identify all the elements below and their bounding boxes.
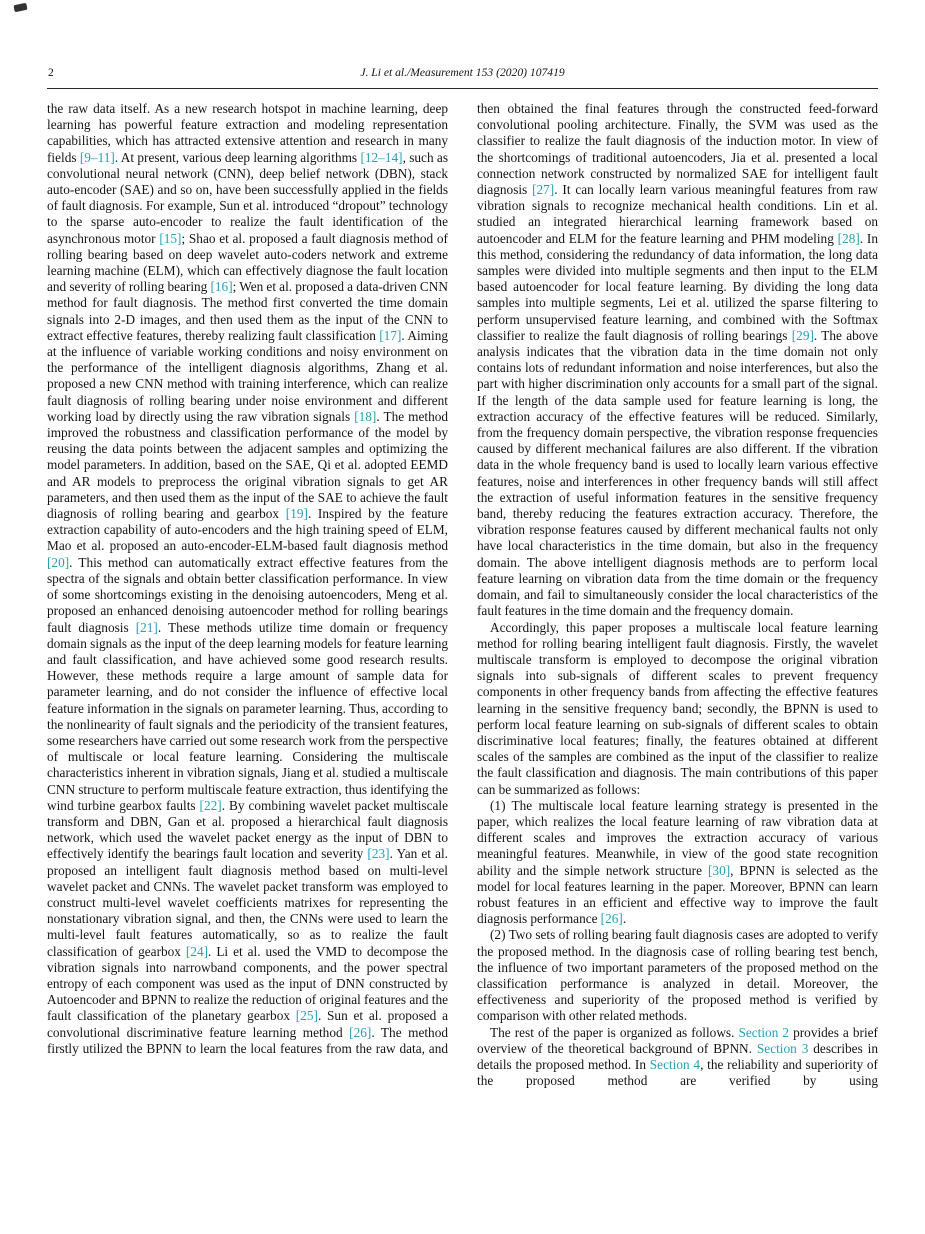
paragraph xyxy=(477,798,878,928)
text-run: describes in details the proposed method. In xyxy=(477,1040,878,1072)
citation-link[interactable]: [15] xyxy=(159,230,182,246)
citation-link[interactable]: Section 2 xyxy=(738,1024,790,1040)
citation-link[interactable]: [24] xyxy=(185,943,209,959)
citation-link[interactable]: [25] xyxy=(295,1008,318,1024)
text-run: . It can locally learn various meaningful features from raw vibration signals to recognize mechanical health conditions. Lin et al. studied an integrated hierarchical learning framework based on autoencoder and ELM for the feature learning and PHM modeling xyxy=(477,182,878,246)
citation-link[interactable]: [20] xyxy=(47,554,70,570)
text-run: . Li et al. used the VMD to decompose the vibration signals into narrowband components, and the power spectral entropy of each component was used as the input of DNN constructed by Autoencoder and BPNN to realize the reduction of original features and the fault classification of the planetary gearbox xyxy=(47,943,448,1024)
text-run: . Sun et al. proposed a convolutional discriminative feature learning method xyxy=(47,1008,448,1040)
citation-link[interactable]: [22] xyxy=(199,797,222,813)
citation-link[interactable]: [23] xyxy=(367,846,390,862)
left-column xyxy=(47,101,448,1204)
text-run: ; Wen et al. proposed a data-driven CNN method for fault diagnosis. The method first converted the time domain signals into 2-D images, and then used them as the input of the CNN to extract effective features, thereby realizing fault classification xyxy=(47,279,448,343)
text-run: , BPNN is selected as the model for local features learning in the paper. Moreover, BPNN can learn robust features in an efficient and effective way to improve the fault diagnosis performance xyxy=(477,862,878,927)
header-rule xyxy=(47,88,878,89)
citation-link[interactable]: [18] xyxy=(354,408,377,424)
paragraph xyxy=(477,927,878,1024)
article-body xyxy=(47,101,878,1204)
citation-link[interactable]: [21] xyxy=(135,619,158,635)
citation-link[interactable]: [19] xyxy=(285,506,308,522)
text-run: . Aiming at the influence of variable working conditions and noisy environment on the performance of the intelligent diagnosis algorithms, Zhang et al. proposed a new CNN method with training interference, which can realize fault diagnosis of rolling bearing under noise environment and different working load by directly using the raw vibration signals xyxy=(47,327,448,424)
citation-link[interactable]: Section 4 xyxy=(649,1056,701,1072)
citation-link[interactable]: [26] xyxy=(600,911,623,927)
text-run: . The method firstly utilized the BPNN to learn the local features from the raw data, and xyxy=(47,1024,448,1056)
text-run: . By combining wavelet packet multiscale transform and DBN, Gan et al. proposed a hierarchical fault diagnosis network, which used the wavelet packet energy as the input of DBN to effectively identify the bearings fault location and severity xyxy=(47,797,448,862)
paragraph xyxy=(477,101,878,620)
text-run: . Yan et al. proposed an intelligent fault diagnosis method based on multi-level wavelet packet and CNNs. The wavelet packet transform was employed to construct multi-level wavelet coefficients matrixes for representing the nonstationary vibration signal, and then, the CNNs were used to learn the multi-level fault features automatically, so as to realize the fault classification of gearbox xyxy=(47,846,448,959)
page-number: 2 xyxy=(48,66,54,79)
text-run: provides a brief overview of the theoretical background of BPNN. xyxy=(477,1024,878,1056)
scan-artifact xyxy=(13,3,27,13)
right-column xyxy=(477,101,878,1204)
paragraph xyxy=(477,620,878,798)
citation-link[interactable]: [30] xyxy=(708,862,731,878)
text-run: , the reliability and superiority of the proposed method are verified by using xyxy=(477,1056,878,1089)
paragraph xyxy=(477,1025,878,1090)
text-run: ; Shao et al. proposed a fault diagnosis method of rolling bearing based on deep wavelet auto-coders network and extreme learning machine (ELM), which can effectively diagnose the fault location and severity of rolling bearing xyxy=(47,230,448,295)
citation-link[interactable]: [16] xyxy=(210,279,233,295)
citation-link[interactable]: [9–11] xyxy=(79,149,115,165)
text-run: Accordingly, this paper proposes a multiscale local feature learning method for rolling bearing intelligent fault diagnosis. Firstly, the wavelet multiscale transform is employed to decompose the original vibration signals into sub-signals of different scales to prevent frequency components in other frequency bands from affecting the effective features learning in the sensitive frequency band; secondly, the BPNN is used to perform local feature learning on sub-signals of different scales to obtain discriminative local features; finally, the features obtained at different scales of the samples are combined as the input of the classifier to realize the fault classification and diagnosis. The main contributions of this paper can be summarized as follows: xyxy=(477,619,878,797)
text-run: . The method improved the robustness and classification performance of the model by reusing the data points between the adjacent samples and optimizing the model parameters. In addition, based on the SAE, Qi et al. adopted EEMD and AR models to preprocess the original vibration signals to get AR parameters, and then used them as the input of the SAE to achieve the fault diagnosis of rolling bearing and gearbox xyxy=(47,408,448,522)
citation-link[interactable]: [29] xyxy=(791,327,814,343)
citation-link[interactable]: [26] xyxy=(349,1024,372,1040)
citation-link[interactable]: Section 3 xyxy=(756,1040,809,1056)
text-run: . This method can automatically extract effective features from the spectra of the signals and obtain better classification performance. In view of some shortcomings existing in the denoising autoencoders, Meng et al. proposed an enhanced denoising autoencoder method for rolling bearings fault diagnosis xyxy=(47,554,448,635)
citation-link[interactable]: [28] xyxy=(837,230,860,246)
page-header xyxy=(47,66,878,82)
text-run: then obtained the final features through the constructed feed-forward convolutional pooling architecture. Finally, the SVM was used as the classifier to realize the fault diagnosis of the induction motor. In view of the shortcomings of traditional autoencoders, Jia et al. presented a local connection network constructed by normalized SAE for intelligent fault diagnosis xyxy=(477,101,878,198)
text-run: (1) The multiscale local feature learning strategy is presented in the paper, which realizes the local feature learning of raw vibration data at different scales and improves the extraction accuracy of various meaningful features. Meanwhile, in view of the good state recognition ability and the simple network structure xyxy=(477,797,878,878)
text-run: . In this method, considering the redundancy of data information, the long data samples were divided into multiple segments and then input to the ELM based autoencoder for local feature learning. By dividing the long data samples into multiple segments, Lei et al. utilized the sparse filtering to perform unsupervised feature learning, and combined with the Softmax classifier to realize the fault diagnosis of rolling bearings xyxy=(477,230,878,343)
citation-link[interactable]: [12–14] xyxy=(360,149,403,165)
citation-link[interactable]: [27] xyxy=(532,182,555,198)
text-run: (2) Two sets of rolling bearing fault diagnosis cases are adopted to verify the proposed method. In the diagnosis case of rolling bearing test bench, the influence of two important parameters of the proposed method on the classification performance is analyzed in detail. Moreover, the effectiveness and superiority of the proposed method is verified by comparison with other related methods. xyxy=(477,927,878,1024)
paragraph xyxy=(47,101,448,1057)
text-run: The rest of the paper is organized as follows. xyxy=(490,1024,739,1040)
text-run: the raw data itself. As a new research hotspot in machine learning, deep learning has powerful feature extraction and modeling representation capabilities, which has attracted extensive attention and research in many fields xyxy=(47,101,448,165)
text-run: . The above analysis indicates that the vibration data in the time domain not only contains lots of redundant information and noise interferences, but also the part with higher discrimination only accounts for a small part of the signal. If the length of the data sample used for feature learning is long, the extraction accuracy of the effective features will be reduced. Similarly, from the frequency domain perspective, the vibration response frequencies caused by different mechanical failures are also different. If the vibration data in the whole frequency band is used to locally learn various effective features, noise and interferences in other frequency bands will still affect the extraction of useful information features in the sensitive frequency band, thereby reducing the features extraction accuracy. Therefore, the vibration response features caused by different mechanical faults not only have local characteristics in the time domain, but also in the frequency domain. The above intelligent diagnosis methods are to perform local feature learning on vibration data from the time domain or the frequency domain, and fail to simultaneously consider the local characteristics of the fault features in the time domain and the frequency domain. xyxy=(477,327,878,619)
text-run: , such as convolutional neural network (CNN), deep belief network (DBN), stack auto-encoder (SAE) and so on, have been successfully applied in the fields of fault diagnosis. For example, Sun et al. introduced “dropout” technology to the sparse auto-encoder to realize the fault identification of the asynchronous motor xyxy=(47,149,448,246)
text-run: . xyxy=(622,911,627,927)
running-head: J. Li et al./Measurement 153 (2020) 107419 xyxy=(360,66,565,79)
text-run: . These methods utilize time domain or frequency domain signals as the input of the deep learning models for feature learning and fault classification, and have achieved some good research results. However, these methods require a large amount of sample data for parameter learning, and do not consider the influence of effective local feature information in the signals on parameter learning. Thus, according to the nonlinearity of fault signals and the periodicity of the transient features, some researchers have carried out some research work from the perspective of multiscale or local feature learning. Considering the multiscale characteristics inherent in vibration signals, Jiang et al. studied a multiscale CNN structure to perform multiscale feature extraction, thus identifying the wind turbine gearbox faults xyxy=(47,619,448,813)
text-run: . Inspired by the feature extraction capability of auto-encoders and the high training speed of ELM, Mao et al. proposed an auto-encoder-ELM-based fault diagnosis method xyxy=(47,506,448,554)
text-run: . At present, various deep learning algorithms xyxy=(114,149,361,165)
citation-link[interactable]: [17] xyxy=(379,327,402,343)
